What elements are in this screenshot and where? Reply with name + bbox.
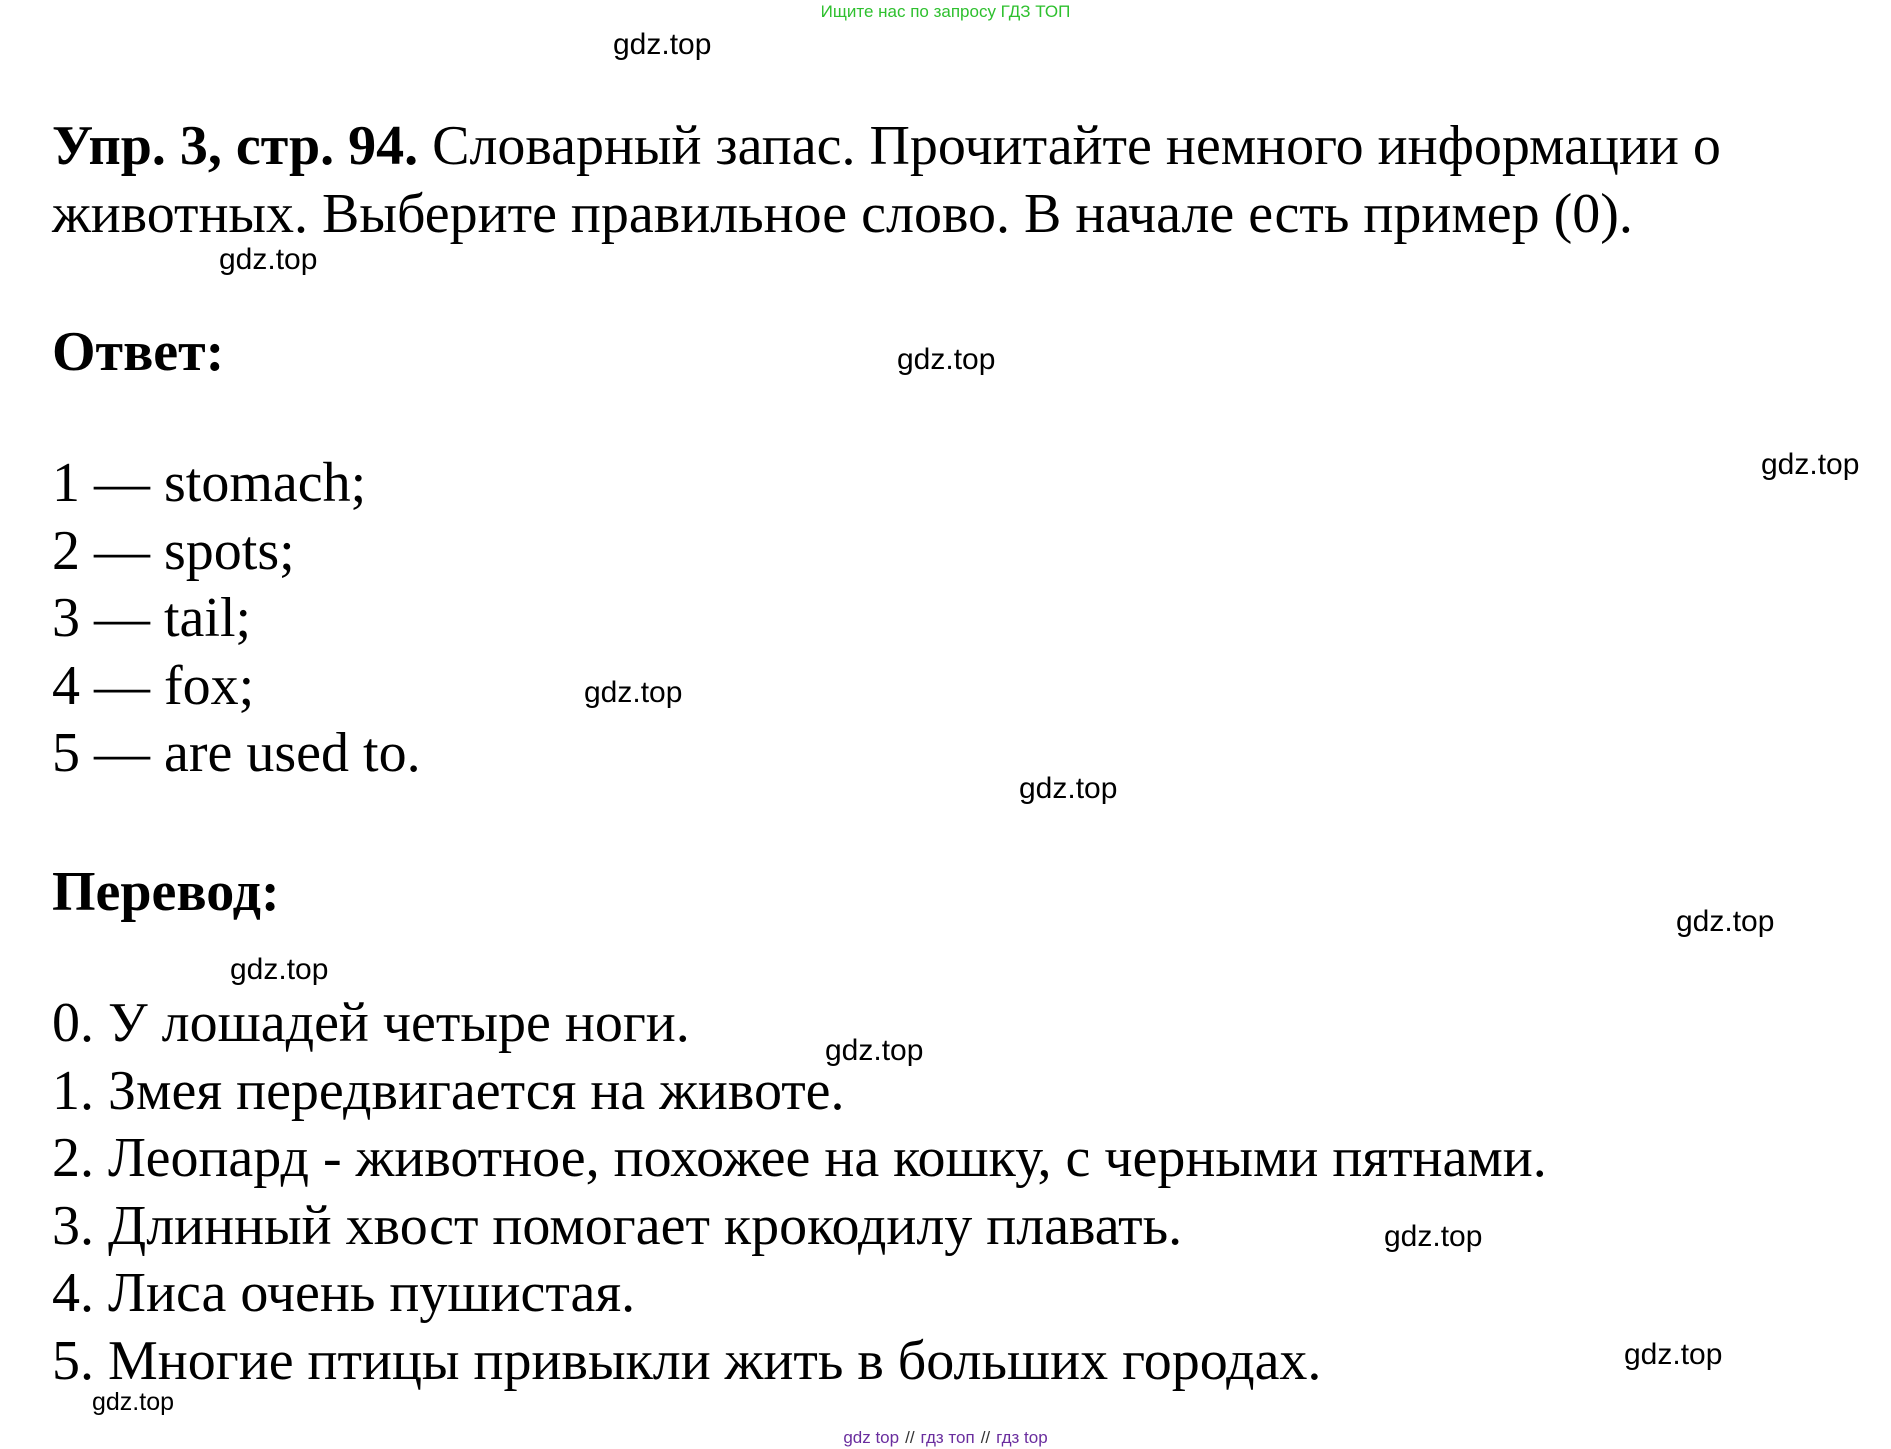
watermark: gdz.top [897, 343, 996, 376]
task-statement [52, 112, 1872, 248]
answer-item: 3 — tail; [52, 587, 252, 649]
watermark: gdz.top [219, 243, 318, 276]
footer-separator: // [905, 1428, 915, 1447]
answer-item: 4 — fox; [52, 654, 255, 717]
watermark: gdz.top [584, 676, 683, 709]
task-text: Словарный запас. Прочитайте немного информации о животных. Выберите правильное слово. В начале есть пример (0). [52, 115, 1721, 245]
answer-item: 1 — stomach; [52, 452, 367, 514]
watermark: gdz.top [1384, 1220, 1483, 1253]
footer-links [0, 1428, 1891, 1448]
watermark: gdz.top [613, 28, 712, 61]
translation-item: 4. Лиса очень пушистая. [52, 1262, 636, 1324]
answer-list [52, 450, 421, 788]
task-label: Упр. 3, стр. 94. [52, 115, 419, 177]
translation-item: 0. У лошадей четыре ноги. [52, 992, 690, 1054]
translation-list [52, 990, 1547, 1395]
footer-link[interactable]: гдз топ [920, 1428, 975, 1447]
watermark: gdz.top [92, 1388, 175, 1416]
answer-heading: Ответ: [52, 321, 225, 383]
watermark: gdz.top [1624, 1338, 1723, 1371]
translation-item: 3. Длинный хвост помогает крокодилу плавать. [52, 1194, 1183, 1257]
footer-link[interactable]: gdz top [843, 1428, 900, 1447]
translation-heading: Перевод: [52, 861, 280, 923]
watermark: gdz.top [1761, 448, 1860, 481]
watermark: gdz.top [230, 953, 329, 986]
footer-link[interactable]: гдз top [996, 1428, 1048, 1447]
answer-item: 5 — are used to. [52, 722, 421, 784]
watermark: gdz.top [1676, 905, 1775, 938]
answer-item: 2 — spots; [52, 519, 295, 582]
watermark: gdz.top [825, 1034, 924, 1067]
translation-item: 5. Многие птицы привыкли жить в больших городах. [52, 1329, 1322, 1392]
watermark: gdz.top [1019, 772, 1118, 805]
translation-item: 1. Змея передвигается на животе. [52, 1059, 845, 1122]
translation-item: 2. Леопард - животное, похожее на кошку, с черными пятнами. [52, 1127, 1547, 1189]
footer-separator: // [980, 1428, 991, 1447]
top-banner: Ищите нас по запросу ГДЗ ТОП [820, 2, 1071, 21]
